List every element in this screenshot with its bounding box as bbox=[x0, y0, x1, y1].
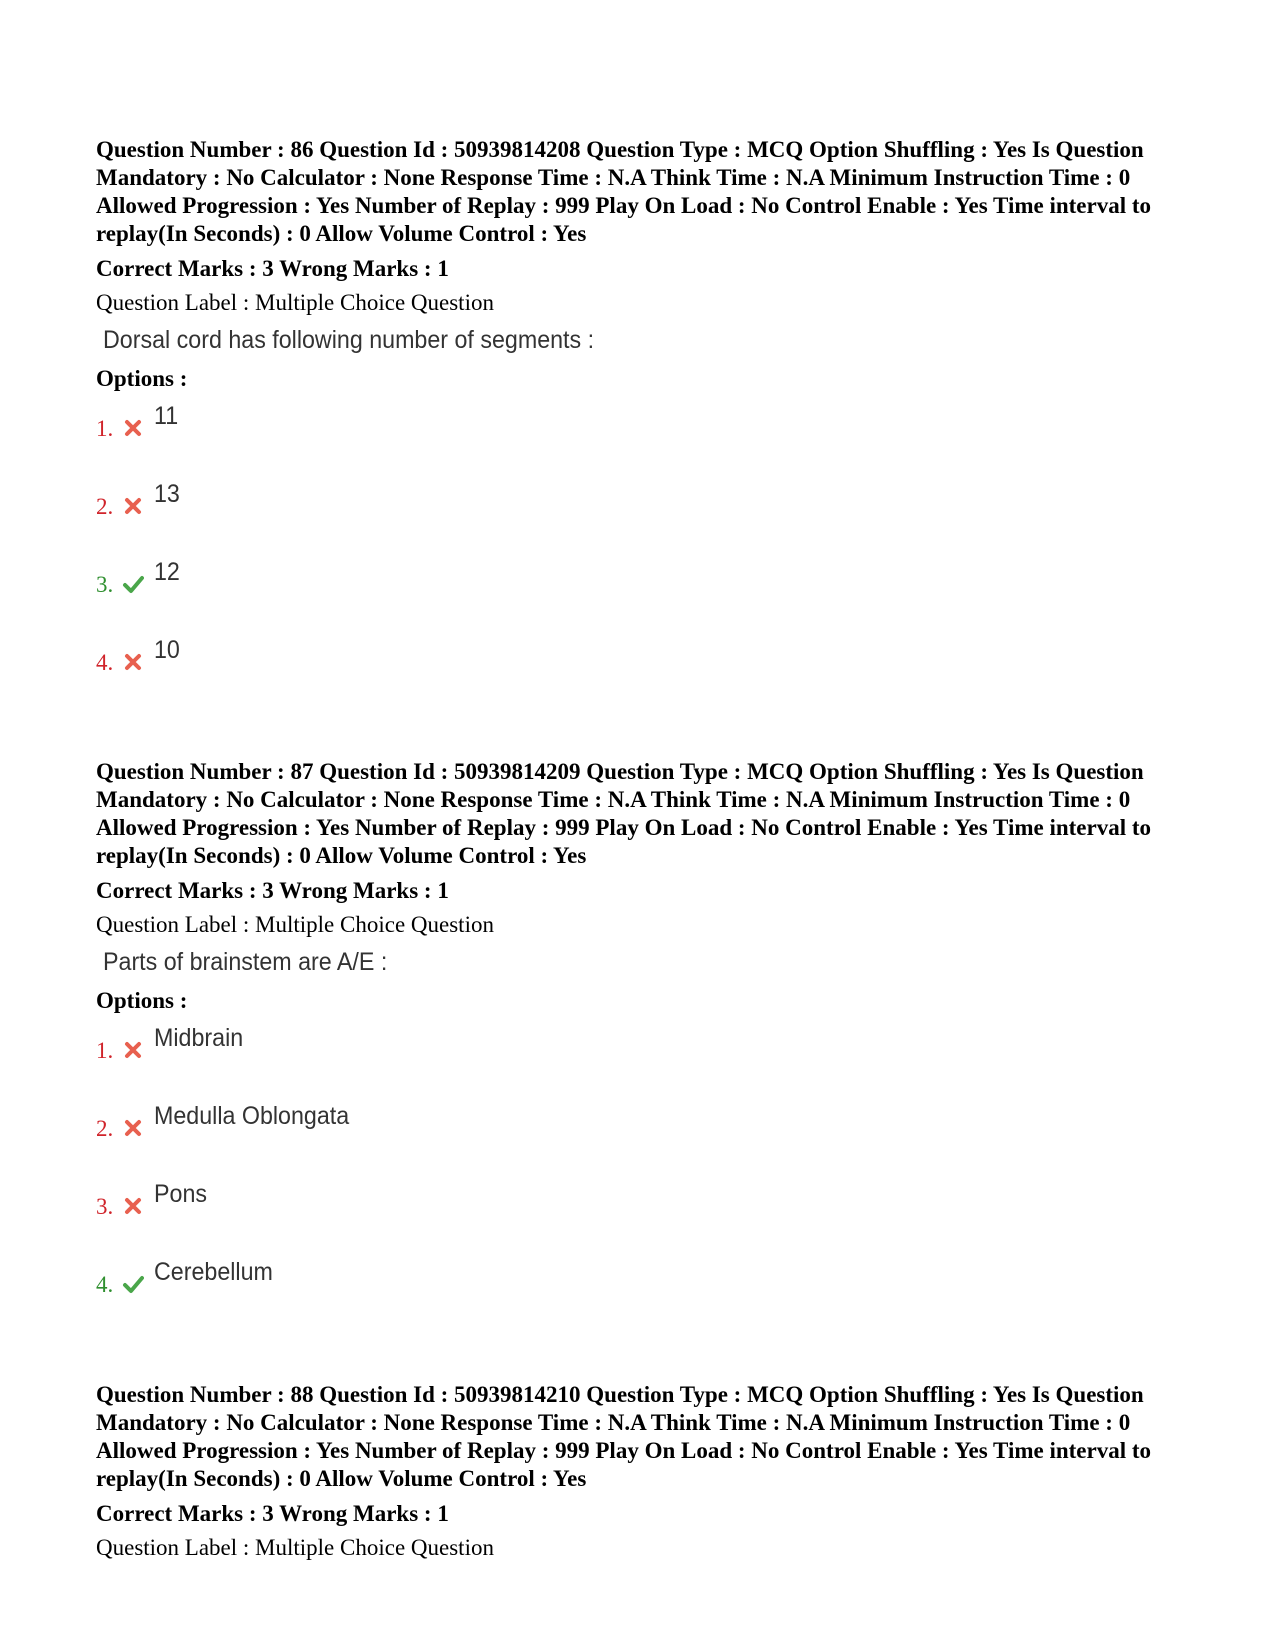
option-item bbox=[96, 475, 1176, 553]
question-marks: Correct Marks : 3 Wrong Marks : 1 bbox=[96, 256, 449, 281]
option-text: 11 bbox=[154, 402, 179, 430]
option-number: 1. bbox=[96, 416, 114, 441]
question-text: Parts of brainstem are A/E : bbox=[103, 948, 388, 976]
option-number: 2. bbox=[96, 1116, 114, 1141]
check-icon bbox=[122, 573, 144, 595]
question-text: Dorsal cord has following number of segments : bbox=[103, 326, 595, 354]
cross-icon bbox=[122, 1039, 144, 1061]
question-label: Question Label : Multiple Choice Question bbox=[96, 290, 494, 315]
option-text: Medulla Oblongata bbox=[154, 1102, 350, 1130]
cross-icon bbox=[122, 1117, 144, 1139]
option-item bbox=[96, 553, 1176, 631]
option-number: 3. bbox=[96, 572, 114, 597]
options-heading: Options : bbox=[96, 988, 188, 1013]
option-item bbox=[96, 1019, 1176, 1097]
option-number: 4. bbox=[96, 650, 114, 675]
question-metadata: Question Number : 87 Question Id : 50939814209 Question Type : MCQ Option Shuffling : Yes Is Question Mandatory : No Calculator : None Response Time : N.A Think Time : N.A Minimum Instruction Time : 0 Allowed Progression : Yes Number of Replay : 999 Play On Load : No Control Enable : Yes Time interval to replay(In Seconds) : 0 Allow Volume Control : Yes bbox=[96, 759, 1152, 868]
question-metadata: Question Number : 88 Question Id : 50939814210 Question Type : MCQ Option Shuffling : Yes Is Question Mandatory : No Calculator : None Response Time : N.A Think Time : N.A Minimum Instruction Time : 0 Allowed Progression : Yes Number of Replay : 999 Play On Load : No Control Enable : Yes Time interval to replay(In Seconds) : 0 Allow Volume Control : Yes bbox=[96, 1382, 1152, 1491]
cross-icon bbox=[122, 495, 144, 517]
check-icon bbox=[122, 1273, 144, 1295]
option-text: 13 bbox=[154, 480, 180, 508]
option-text: 10 bbox=[154, 636, 180, 664]
options-list bbox=[96, 1019, 1176, 1331]
options-heading: Options : bbox=[96, 366, 188, 391]
option-text: Pons bbox=[154, 1180, 207, 1208]
question-marks: Correct Marks : 3 Wrong Marks : 1 bbox=[96, 1501, 449, 1526]
options-list bbox=[96, 397, 1176, 709]
cross-icon bbox=[122, 651, 144, 673]
option-number: 4. bbox=[96, 1272, 114, 1297]
question-marks: Correct Marks : 3 Wrong Marks : 1 bbox=[96, 878, 449, 903]
option-number: 2. bbox=[96, 494, 114, 519]
question-block bbox=[96, 136, 1176, 709]
question-label: Question Label : Multiple Choice Question bbox=[96, 912, 494, 937]
option-item bbox=[96, 631, 1176, 709]
question-block bbox=[96, 1381, 1176, 1562]
option-item bbox=[96, 1175, 1176, 1253]
option-text: Cerebellum bbox=[154, 1258, 273, 1286]
option-item bbox=[96, 1097, 1176, 1175]
option-number: 3. bbox=[96, 1194, 114, 1219]
option-item bbox=[96, 1253, 1176, 1331]
option-text: Midbrain bbox=[154, 1024, 244, 1052]
cross-icon bbox=[122, 417, 144, 439]
question-metadata: Question Number : 86 Question Id : 50939814208 Question Type : MCQ Option Shuffling : Yes Is Question Mandatory : No Calculator : None Response Time : N.A Think Time : N.A Minimum Instruction Time : 0 Allowed Progression : Yes Number of Replay : 999 Play On Load : No Control Enable : Yes Time interval to replay(In Seconds) : 0 Allow Volume Control : Yes bbox=[96, 137, 1152, 246]
option-number: 1. bbox=[96, 1038, 114, 1063]
question-block bbox=[96, 758, 1176, 1331]
cross-icon bbox=[122, 1195, 144, 1217]
question-label: Question Label : Multiple Choice Question bbox=[96, 1535, 494, 1560]
option-text: 12 bbox=[154, 558, 180, 586]
option-item bbox=[96, 397, 1176, 475]
